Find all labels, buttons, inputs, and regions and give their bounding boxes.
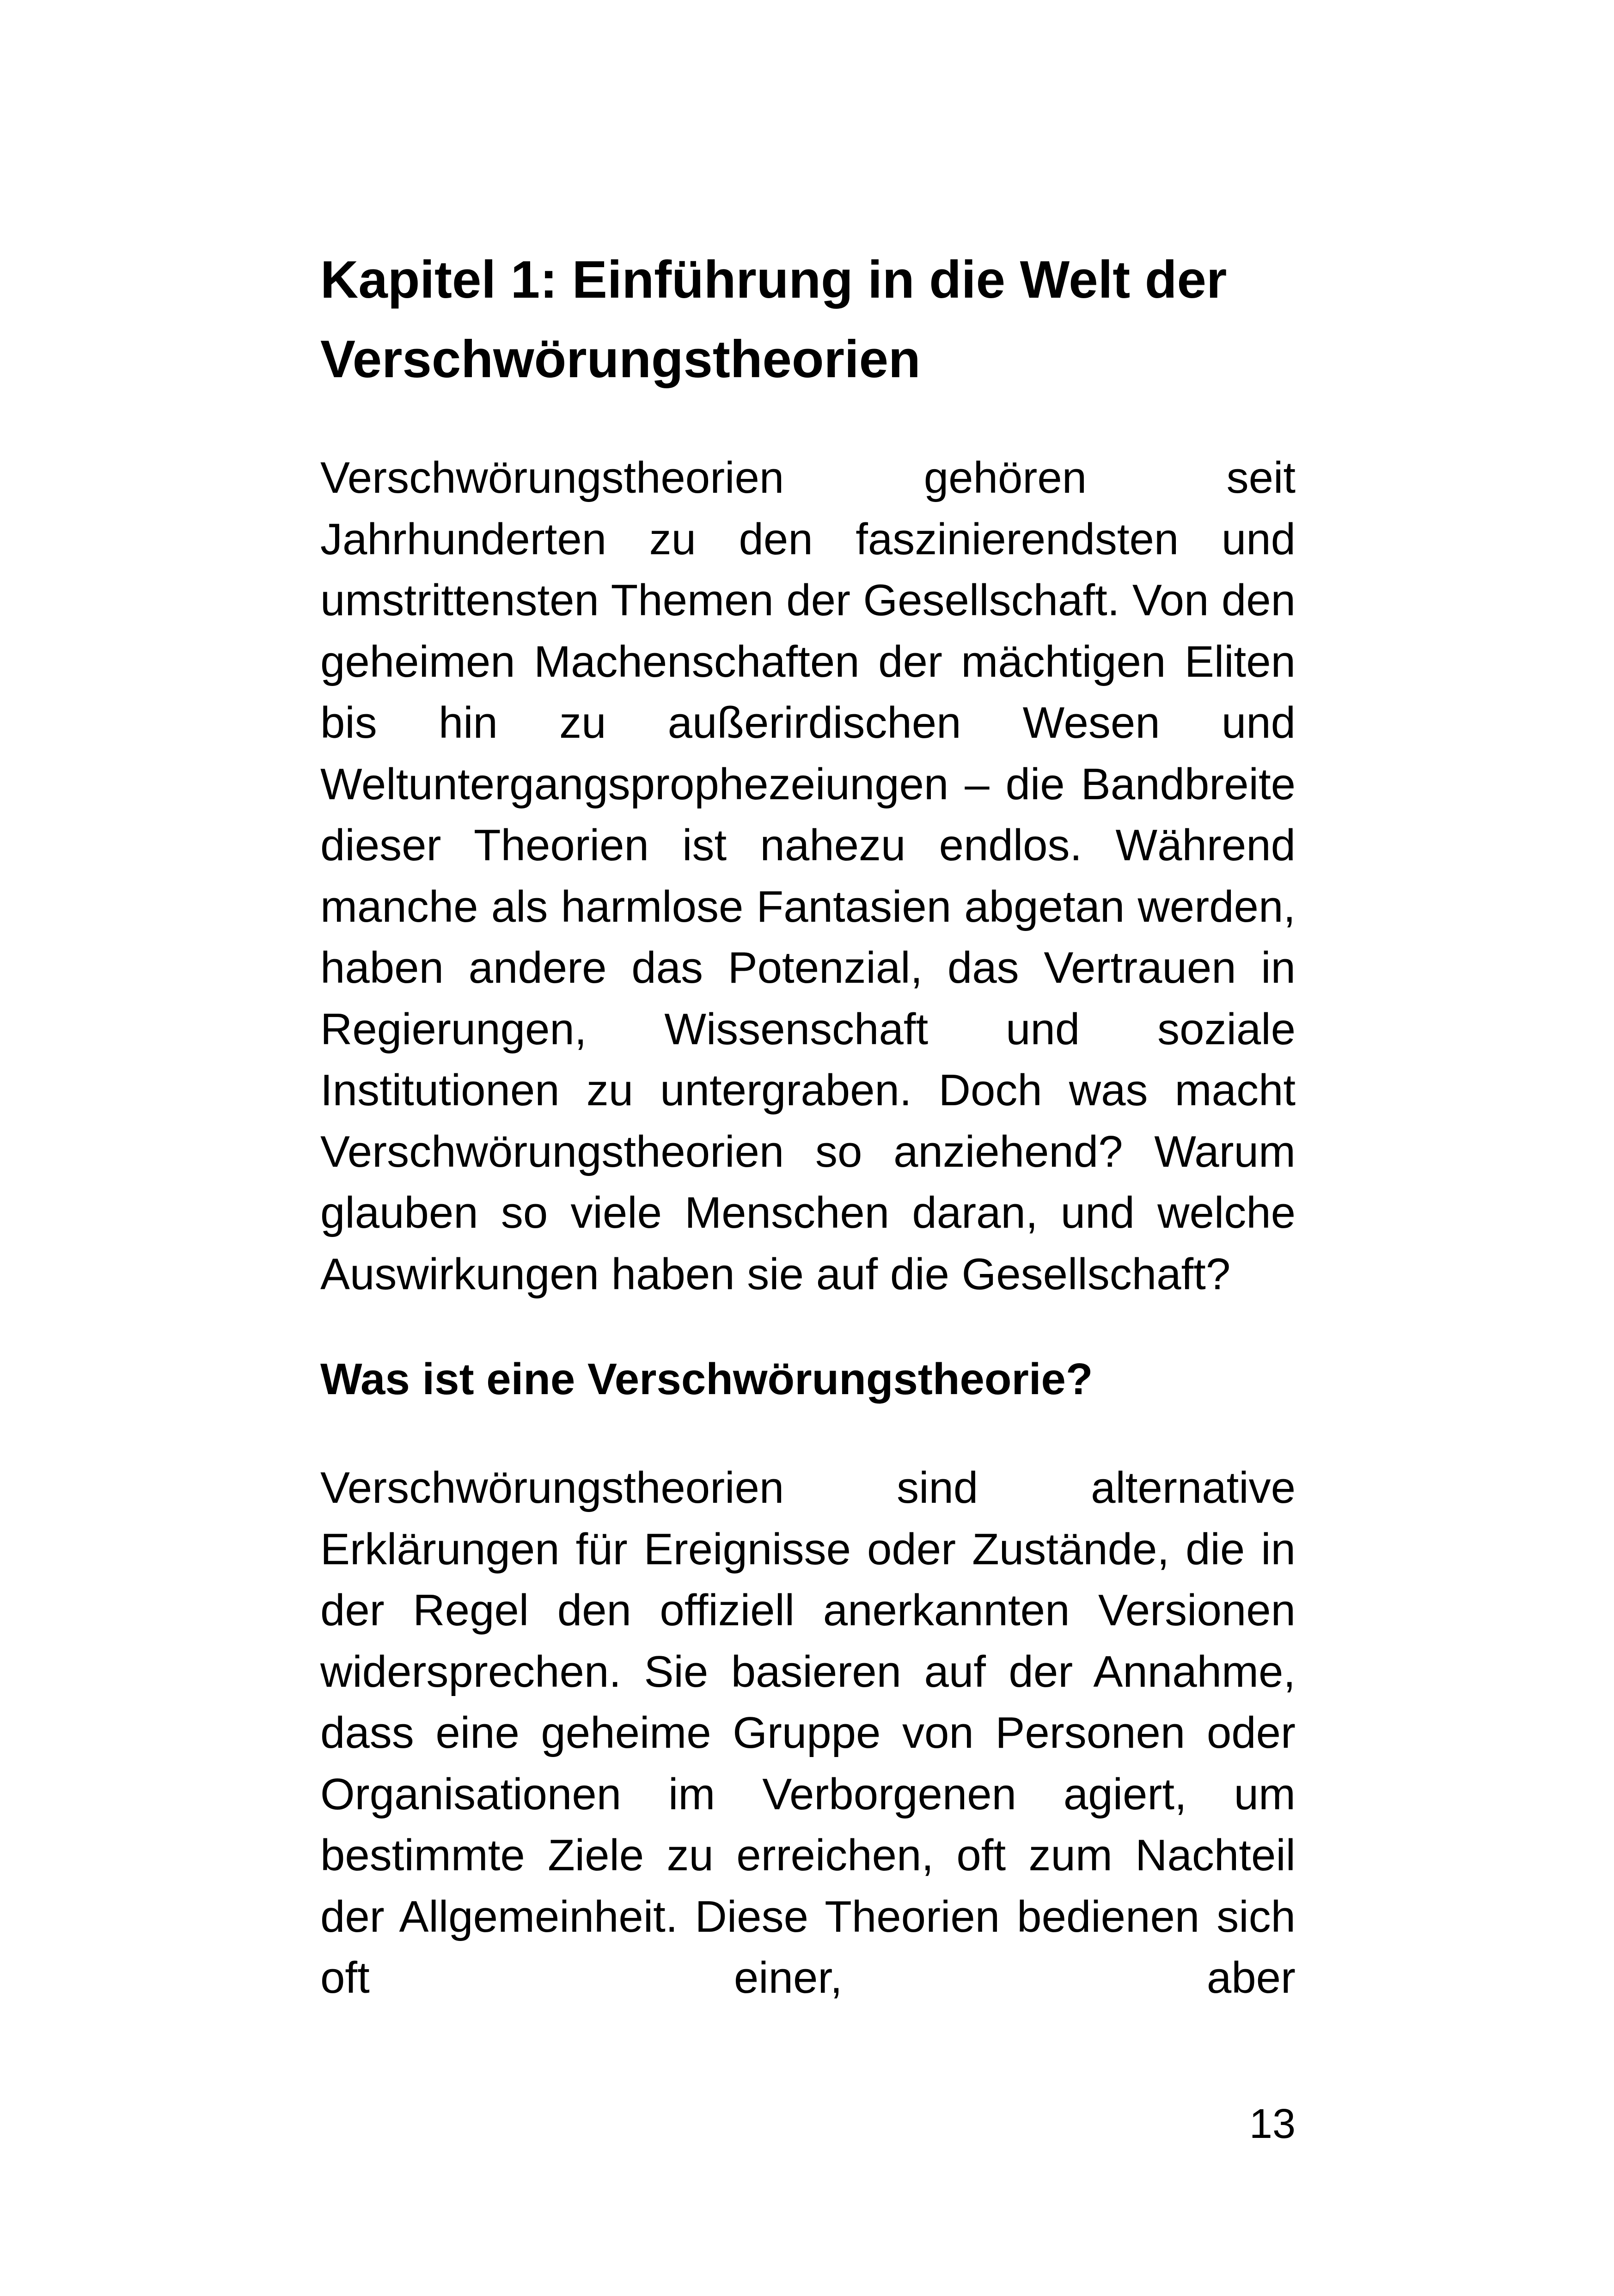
chapter-title xyxy=(320,240,1296,399)
section-heading: Was ist eine Verschwörungstheorie? xyxy=(320,1354,1093,1404)
section-paragraph: Verschwörungstheorien sind alternative Erklärungen für Ereignisse oder Zustände, die in der Regel den offiziell anerkannten Versionen widersprechen. Sie basieren auf der Annahme, dass eine geheime Gruppe von Personen oder Organisationen im Verborgenen agiert, um bestimmte Ziele zu erreichen, oft zum Nachteil der Allgemeinheit. Diese Theorien bedienen sich oft einer, aber xyxy=(320,1463,1296,2002)
page-content xyxy=(320,240,1296,2009)
page-number: 13 xyxy=(1249,2101,1296,2147)
chapter-title-line-1: Kapitel 1: Einführung in die Welt der xyxy=(320,251,1227,309)
chapter-title-line-2: Verschwörungstheorien xyxy=(320,330,921,389)
intro-paragraph: Verschwörungstheorien gehören seit Jahrhunderten zu den faszinierendsten und umstrittensten Themen der Gesellschaft. Von den geheimen Machenschaften der mächtigen Eliten bis hin zu außerirdischen Wesen und Weltuntergangsprophezeiungen – die Bandbreite dieser Theorien ist nahezu endlos. Während manche als harmlose Fantasien abgetan werden, haben andere das Potenzial, das Vertrauen in Regierungen, Wissenschaft und soziale Institutionen zu untergraben. Doch was macht Verschwörungstheorien so anziehend? Warum glauben so viele Menschen daran, und welche Auswirkungen haben sie auf die Gesellschaft? xyxy=(320,453,1296,1299)
